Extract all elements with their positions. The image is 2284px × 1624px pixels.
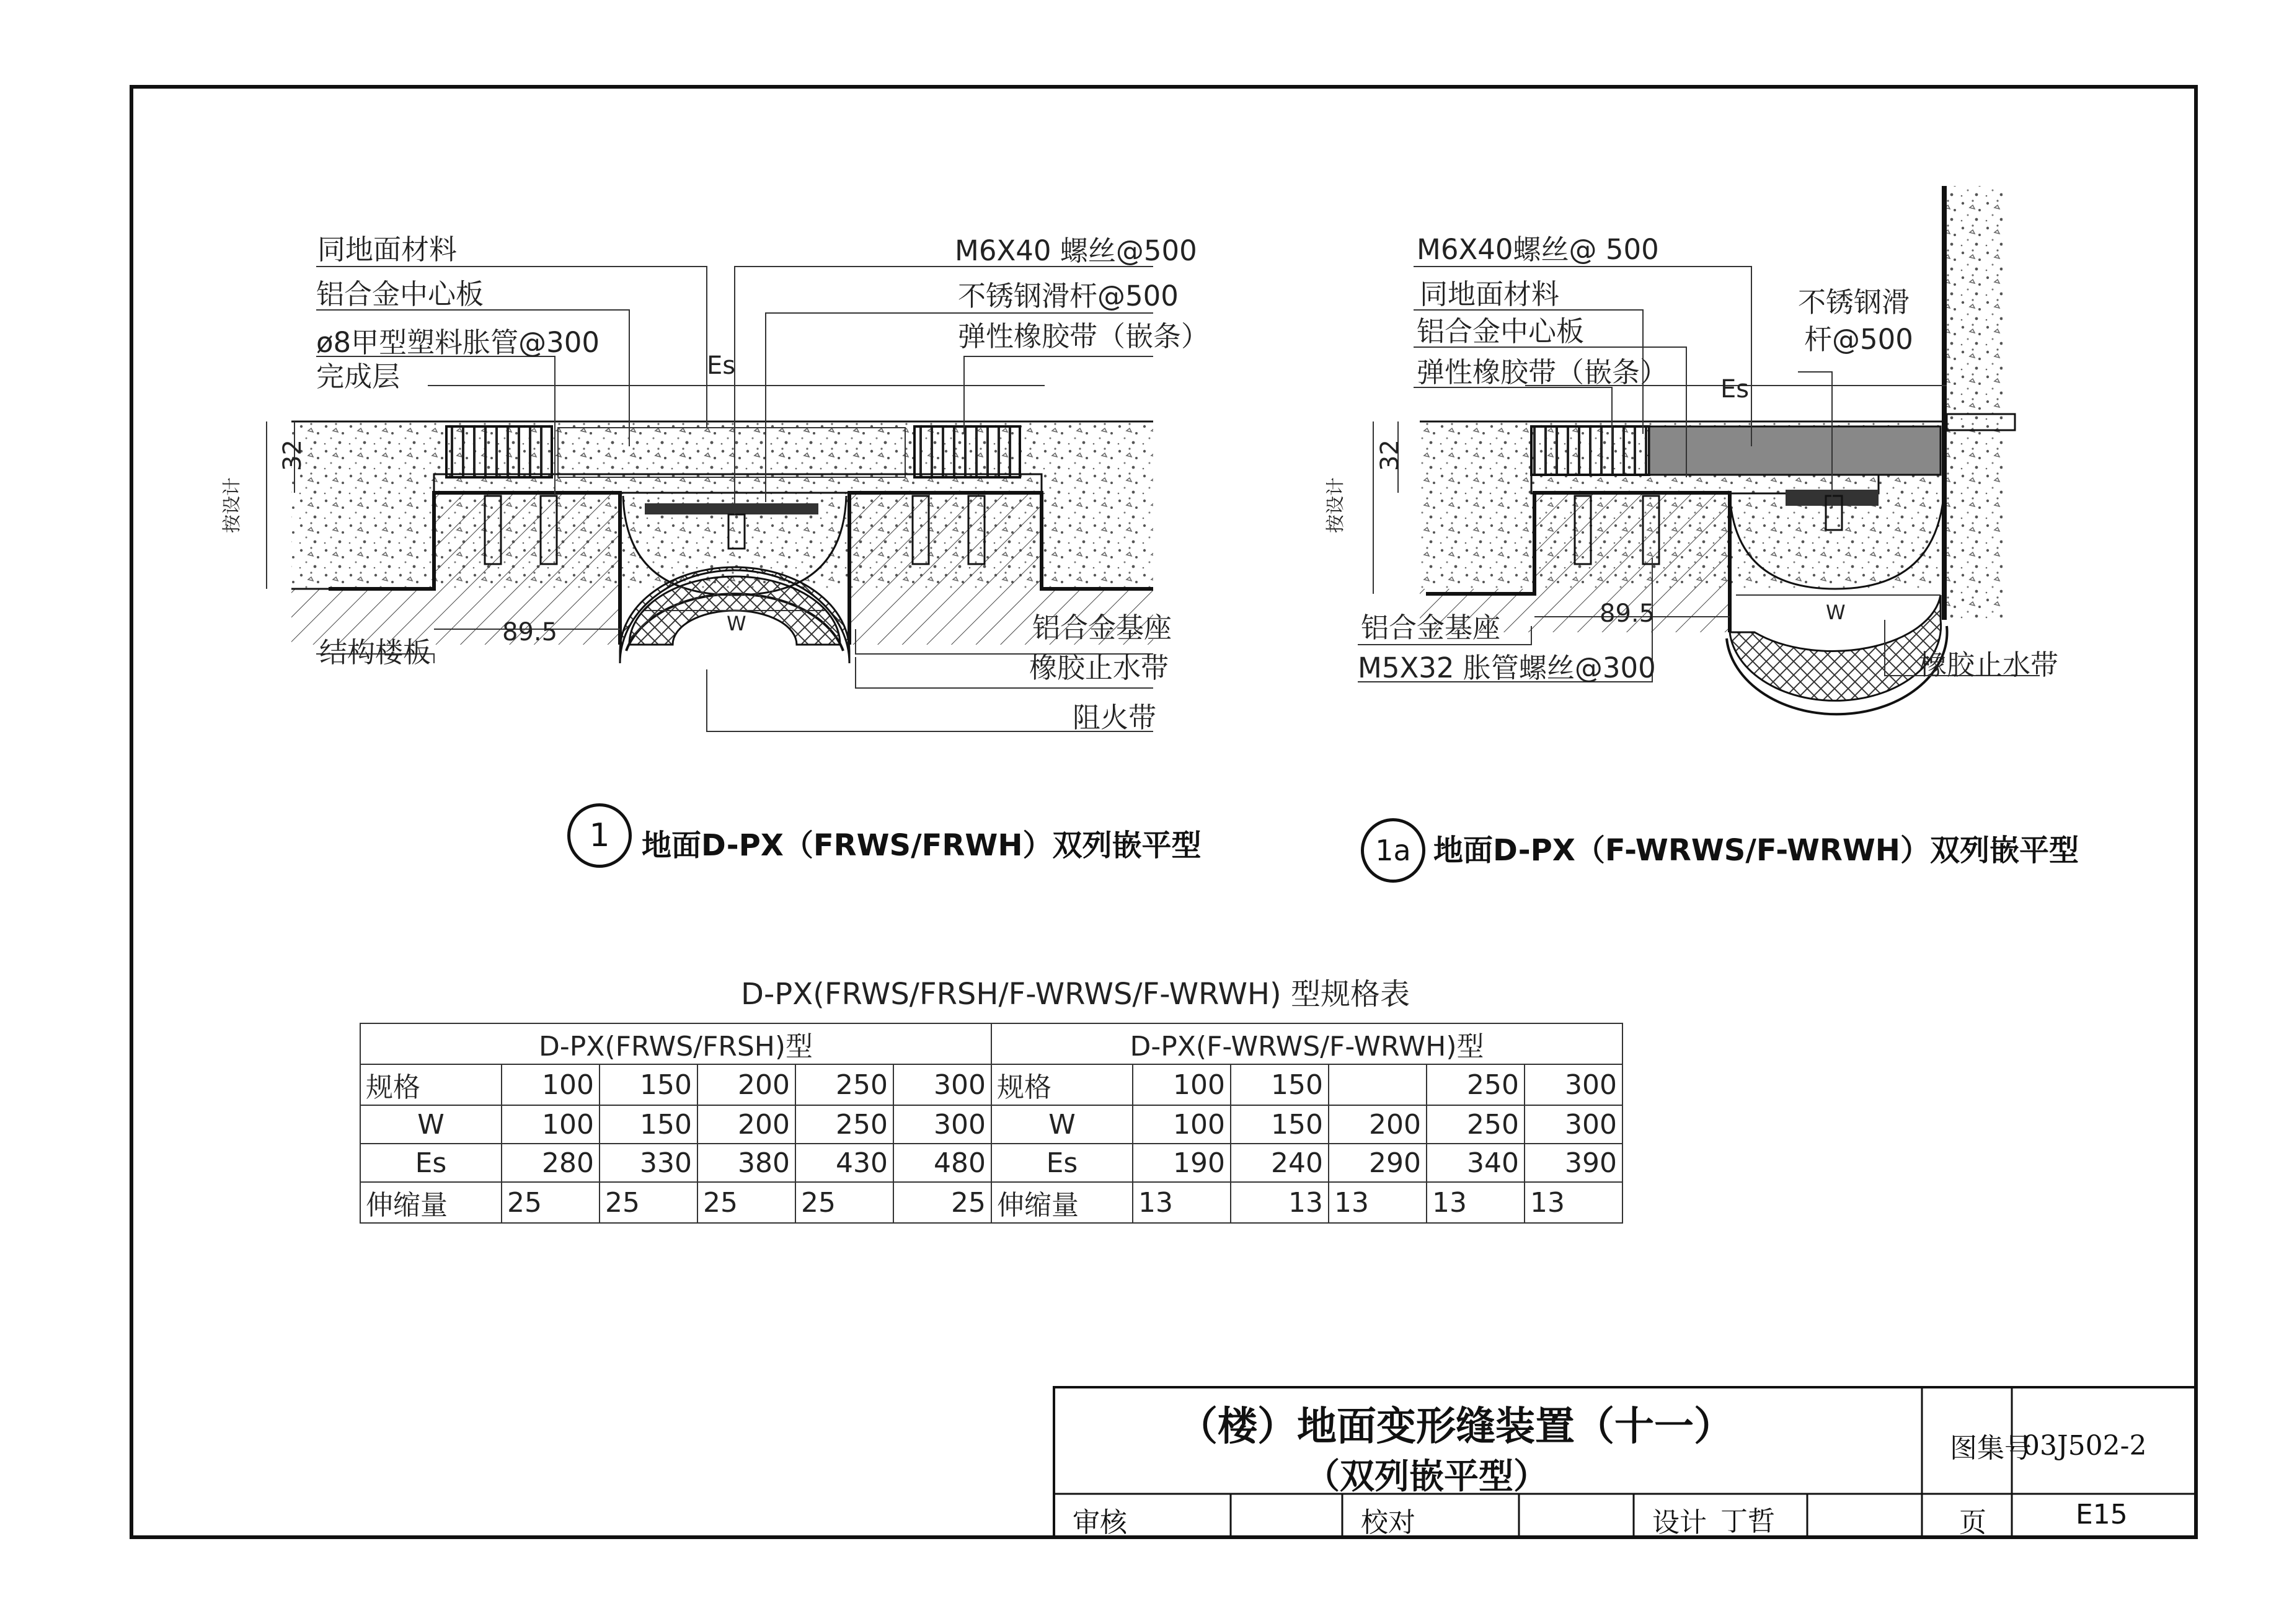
caption-number-1: 1 [567,803,632,868]
check-label: 校对 [1361,1507,1415,1538]
design-label: 设计 [1652,1507,1707,1538]
spec-table [360,1023,1623,1224]
cell: 13 [1525,1182,1622,1223]
label-firestop: 阻火带 [1073,701,1157,734]
dim-w: W [727,612,746,635]
cell: 200 [697,1064,795,1105]
drawing-subtitle: （双列嵌平型） [1305,1457,1548,1497]
cell: 250 [1427,1064,1525,1105]
row-label: 伸缩量 [991,1182,1133,1223]
cell: 100 [1133,1105,1231,1144]
dim-es: Es [707,351,736,380]
cell: 13 [1427,1182,1525,1223]
cell [1329,1064,1427,1105]
cell: 100 [502,1064,600,1105]
caption-number-1a: 1a [1361,818,1425,883]
page-label: 页 [1959,1507,1986,1538]
cell: 150 [600,1105,697,1144]
dim-32-1a: 32 [1376,439,1404,471]
cell: 25 [502,1182,600,1223]
label-base-1a: 铝合金基座 [1361,611,1501,644]
row-label: W [360,1105,502,1144]
cell: 200 [697,1105,795,1144]
atlas-label: 图集号 [1950,1432,2032,1464]
label-screw-1a: M6X40螺丝@ 500 [1417,233,1659,266]
cell: 430 [795,1144,893,1182]
cell: 25 [697,1182,795,1223]
cell: 330 [600,1144,697,1182]
cell: 280 [502,1144,600,1182]
cell: 25 [893,1182,991,1223]
label-rubber-strip-1a: 弹性橡胶带（嵌条） [1417,356,1668,389]
cell: 290 [1329,1144,1427,1182]
cell: 250 [795,1064,893,1105]
cell: 100 [502,1105,600,1144]
label-floor-material: 同地面材料 [317,233,458,266]
cell: 190 [1133,1144,1231,1182]
label-slide-rod: 不锈钢滑杆@500 [958,280,1179,312]
dim-w-1a: W [1826,601,1846,624]
cell: 250 [1427,1105,1525,1144]
cell: 380 [697,1144,795,1182]
cell: 13 [1329,1182,1427,1223]
spec-group-right: D-PX(F-WRWS/F-WRWH)型 [991,1023,1622,1064]
label-finish-layer: 完成层 [316,360,401,393]
label-base: 铝合金基座 [1032,611,1172,644]
row-label: Es [360,1144,502,1182]
label-slab: 结构楼板 [319,636,432,669]
label-anchor-1a: M5X32 胀管螺丝@300 [1358,651,1656,684]
label-center-plate-1a: 铝合金中心板 [1417,315,1585,348]
spec-group-left: D-PX(FRWS/FRSH)型 [360,1023,991,1064]
label-slide-rod-1a-line2: 杆@500 [1804,323,1913,356]
spec-row-expansion [360,1182,1622,1223]
cell: 300 [893,1105,991,1144]
cell: 200 [1329,1105,1427,1144]
cell: 480 [893,1144,991,1182]
row-label: 规格 [360,1064,502,1105]
cell: 250 [795,1105,893,1144]
drawing-title: （楼）地面变形缝装置（十一） [1178,1404,1733,1450]
cell: 100 [1133,1064,1231,1105]
spec-row-es [360,1144,1622,1182]
label-floor-material-1a: 同地面材料 [1420,278,1560,311]
label-center-plate: 铝合金中心板 [316,278,484,311]
cell: 25 [795,1182,893,1223]
row-label: W [991,1105,1133,1144]
label-waterstop-1a: 橡胶止水带 [1919,648,2059,681]
dim-32: 32 [278,439,307,471]
atlas-number: 03J502-2 [2022,1430,2147,1462]
caption-detail-1a: 地面D-PX（F-WRWS/F-WRWH）双列嵌平型 [1433,833,2079,868]
label-screw: M6X40 螺丝@500 [955,234,1197,267]
cell: 13 [1231,1182,1329,1223]
row-label: 伸缩量 [360,1182,502,1223]
cell: 300 [1525,1105,1622,1144]
dim-design: 按设计 [221,477,243,533]
cell: 390 [1525,1144,1622,1182]
spec-table-title: D-PX(FRWS/FRSH/F-WRWS/F-WRWH) 型规格表 [741,977,1410,1012]
dim-es-1a: Es [1720,375,1750,404]
dim-89-5: 89.5 [502,618,558,647]
spec-row-w [360,1105,1622,1144]
spec-row-size [360,1064,1622,1105]
dim-design-1a: 按设计 [1325,477,1347,533]
cell: 240 [1231,1144,1329,1182]
label-slide-rod-1a-line1: 不锈钢滑 [1798,286,1910,319]
dim-89-5-1a: 89.5 [1600,599,1655,628]
review-label: 审核 [1073,1507,1127,1538]
page-number: E15 [2076,1499,2128,1530]
row-label: 规格 [991,1064,1133,1105]
cell: 340 [1427,1144,1525,1182]
cell: 13 [1133,1182,1231,1223]
designer-name: 丁哲 [1720,1506,1775,1537]
caption-detail-1: 地面D-PX（FRWS/FRWH）双列嵌平型 [642,828,1202,863]
row-label: Es [991,1144,1133,1182]
cell: 300 [893,1064,991,1105]
label-rubber-strip: 弹性橡胶带（嵌条） [958,320,1210,353]
cell: 150 [1231,1064,1329,1105]
label-waterstop: 橡胶止水带 [1029,651,1169,684]
cell: 150 [1231,1105,1329,1144]
cell: 300 [1525,1064,1622,1105]
cell: 25 [600,1182,697,1223]
cell: 150 [600,1064,697,1105]
label-anchor-tube: ø8甲型塑料胀管@300 [316,326,600,359]
